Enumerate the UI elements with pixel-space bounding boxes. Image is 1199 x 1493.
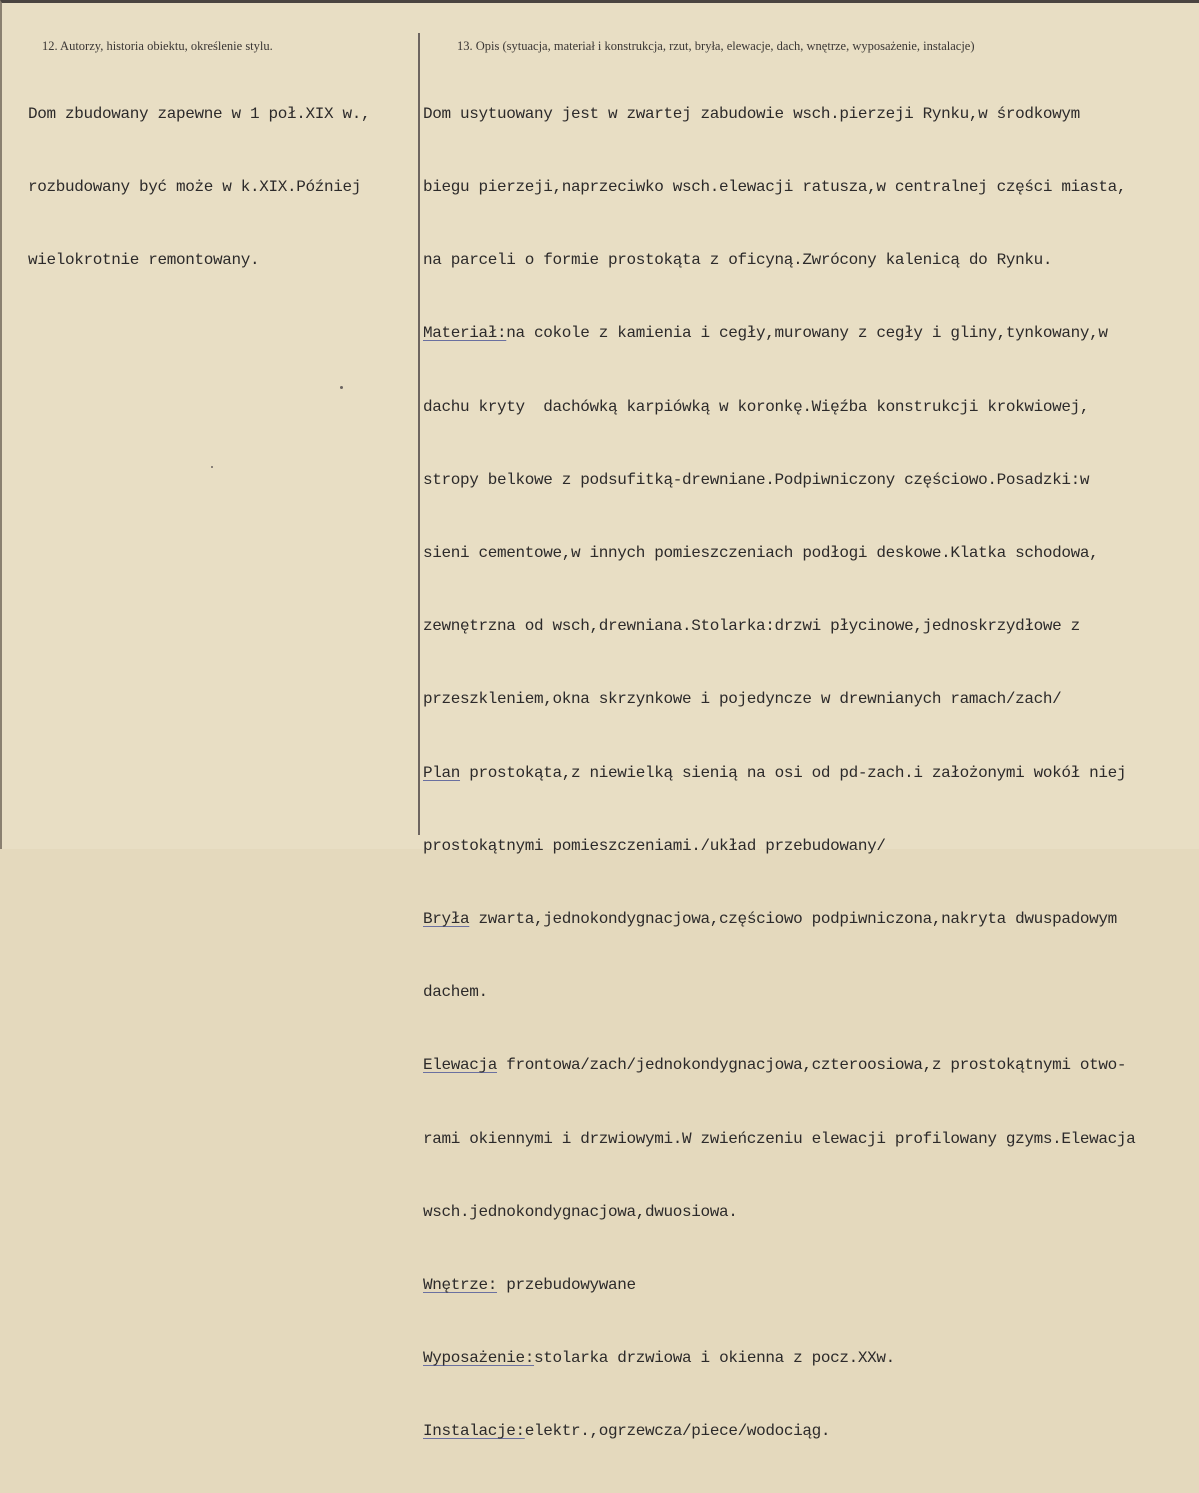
text-line: Dom zbudowany zapewne w 1 poł.XIX w.,: [28, 104, 371, 123]
section-12-header: 12. Autorzy, historia obiektu, określenie stylu.: [42, 39, 273, 53]
text-line: [423, 102, 1135, 126]
line-text: frontowa/zach/jednokondygnacjowa,czteroosiowa,z prostokątnymi otwo-: [497, 1056, 1127, 1075]
text-line: [423, 687, 1135, 711]
line-text: na cokole z kamienia i cegły,murowany z cegły i gliny,tynkowany,w: [506, 324, 1108, 343]
text-line: [423, 1419, 1135, 1443]
text-line: [423, 468, 1135, 492]
keyword-material: Materiał:: [423, 324, 507, 343]
line-text: dachu kryty dachówką karpiówką w koronkę.Więźba konstrukcji krokwiowej,: [423, 397, 1090, 416]
line-text: sieni cementowe,w innych pomieszczeniach podłogi deskowe.Klatka schodowa,: [423, 544, 1099, 563]
line-text: zwarta,jednokondygnacjowa,częściowo podpiwniczona,nakryta dwuspadowym: [469, 910, 1117, 929]
text-line: [423, 834, 1135, 858]
text-line: [423, 980, 1135, 1004]
keyword-wnetrze: Wnętrze:: [423, 1276, 498, 1295]
line-text: zewnętrzna od wsch,drewniana.Stolarka:drzwi płycinowe,jednoskrzydłowe z: [423, 617, 1080, 636]
text-line: [423, 541, 1135, 565]
line-text: dachem.: [423, 983, 488, 1002]
text-line: [423, 1053, 1135, 1077]
line-text: prostokątnymi pomieszczeniami./układ przebudowany/: [423, 836, 886, 855]
keyword-elewacja: Elewacja: [423, 1056, 498, 1075]
paper-speck: [340, 386, 343, 389]
text-line: [423, 175, 1135, 199]
keyword-wyposazenie: Wyposażenie:: [423, 1349, 535, 1368]
line-text: prostokąta,z niewielką sienią na osi od pd-zach.i założonymi wokół niej: [460, 763, 1127, 782]
text-line: [423, 761, 1135, 785]
column-divider: [418, 33, 420, 835]
keyword-plan: Plan: [423, 763, 461, 782]
text-line: rozbudowany być może w k.XIX.Później: [28, 178, 362, 197]
section-13-header: 13. Opis (sytuacja, materiał i konstrukcja, rzut, bryła, elewacje, dach, wnętrze, wyposażenie, instalacje): [457, 39, 975, 53]
line-text: biegu pierzeji,naprzeciwko wsch.elewacji ratusza,w centralnej części miasta,: [423, 178, 1127, 197]
text-line: [423, 614, 1135, 638]
text-line: [423, 395, 1135, 419]
text-line: [423, 907, 1135, 931]
text-line: [423, 321, 1135, 345]
section-12-text: [28, 53, 370, 321]
line-text: wsch.jednokondygnacjowa,dwuosiowa.: [423, 1202, 738, 1221]
line-text: rami okiennymi i drzwiowymi.W zwieńczeniu elewacji profilowany gzyms.Elewacja: [423, 1129, 1136, 1148]
line-text: przeszkleniem,okna skrzynkowe i pojedyncze w drewnianych ramach/zach/: [423, 690, 1062, 709]
text-line: [423, 248, 1135, 272]
line-text: Dom usytuowany jest w zwartej zabudowie wsch.pierzeji Rynku,w środkowym: [423, 104, 1080, 123]
paper-speck: [211, 466, 213, 468]
text-line: [423, 1200, 1135, 1224]
text-line: [423, 1273, 1135, 1297]
line-text: przebudowywane: [497, 1276, 636, 1295]
line-text: elektr.,ogrzewcza/piece/wodociąg.: [524, 1422, 831, 1441]
section-13-text: [423, 53, 1135, 1493]
text-line: wielokrotnie remontowany.: [28, 251, 260, 270]
line-text: na parceli o formie prostokąta z oficyną.Zwrócony kalenicą do Rynku.: [423, 251, 1053, 270]
keyword-instalacje: Instalacje:: [423, 1422, 525, 1441]
line-text: stolarka drzwiowa i okienna z pocz.XXw.: [534, 1349, 895, 1368]
keyword-bryla: Bryła: [423, 910, 470, 929]
text-line: [423, 1127, 1135, 1151]
text-line: [423, 1346, 1135, 1370]
line-text: stropy belkowe z podsufitką-drewniane.Podpiwniczony częściowo.Posadzki:w: [423, 470, 1090, 489]
